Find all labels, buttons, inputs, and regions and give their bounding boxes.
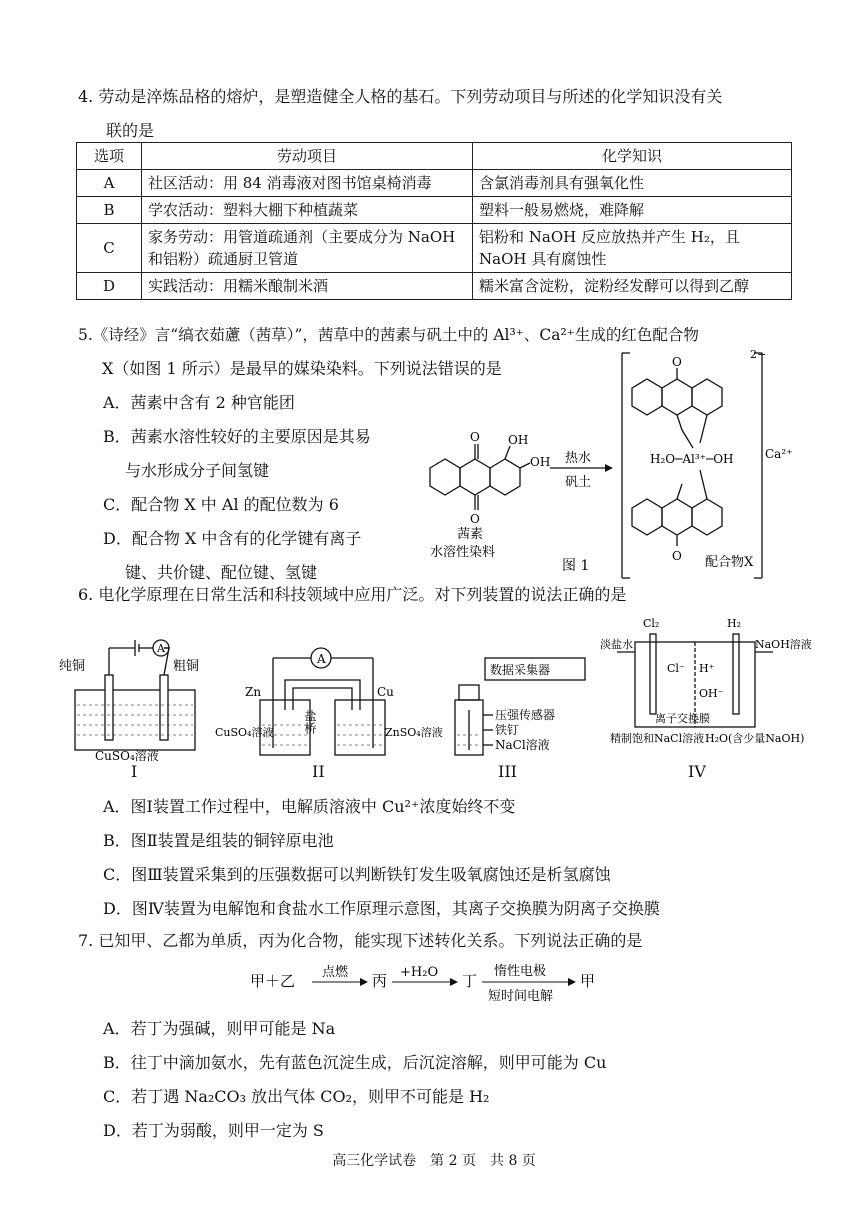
row-option: D — [77, 273, 142, 300]
alizarin-label-2: 水溶性染料 — [430, 545, 496, 560]
chain-arrow-3-top: 惰性电极 — [494, 964, 547, 979]
dilute-brine-label: 淡盐水 — [600, 638, 633, 651]
arrow-head — [605, 464, 613, 472]
figure-1-alizarin — [410, 348, 810, 588]
crude-copper-label: 粗铜 — [173, 659, 200, 674]
hydrogen-label: H₂ — [727, 617, 742, 630]
q6-option-d: D．图Ⅳ装置为电解饱和食盐水工作原理示意图，其离子交换膜为阴离子交换膜 — [103, 899, 660, 918]
alizarin-oh2: OH — [530, 455, 551, 469]
q5-option-a: A．茜素中含有 2 种官能团 — [103, 393, 295, 412]
q4-stem-line2: 联的是 — [106, 121, 155, 140]
row-option: C — [77, 224, 142, 273]
figure-iii-corrosion — [445, 650, 595, 765]
q5-option-d-line2: 键、共价键、配位键、氢键 — [125, 563, 318, 582]
q4-stem-line1: 4. 劳动是淬炼品格的熔炉，是塑造健全人格的基石。下列劳动项目与所述的化学知识没有关 — [78, 87, 723, 106]
complex-charge: 2− — [750, 348, 767, 361]
arrow-top-label: 热水 — [565, 451, 592, 466]
row-knowledge: 塑料一般易燃烧，难降解 — [473, 197, 792, 224]
row-item: 家务劳动：用管道疏通剂（主要成分为 NaOH 和铝粉）疏通厨卫管道 — [142, 224, 473, 273]
q7-conversion-chain — [250, 960, 630, 1006]
row-item: 学农活动：塑料大棚下种植蔬菜 — [142, 197, 473, 224]
page-footer: 高三化学试卷 第 2 页 共 8 页 — [332, 1153, 536, 1169]
row-option: A — [77, 170, 142, 197]
q6-option-a: A．图Ⅰ装置工作过程中，电解质溶液中 Cu²⁺浓度始终不变 — [103, 797, 516, 816]
figure-ii-numeral: II — [312, 762, 325, 781]
q7-option-a: A．若丁为强碱，则甲可能是 Na — [103, 1019, 336, 1038]
table-row — [77, 273, 792, 300]
table-row — [77, 197, 792, 224]
chain-arrowhead-2 — [450, 978, 458, 986]
nacl-solution-label: NaCl溶液 — [495, 738, 550, 752]
alizarin-structure — [430, 444, 530, 510]
q5-option-c: C．配合物 X 中 Al 的配位数为 6 — [103, 495, 339, 514]
arrow-bottom-label: 矾土 — [565, 475, 592, 490]
row-knowledge: 铝粉和 NaOH 反应放热并产生 H₂，且 NaOH 具有腐蚀性 — [473, 224, 792, 273]
complex-al-center: H₂O─Al³⁺─OH — [650, 452, 734, 466]
row-item: 社区活动：用 84 消毒液对图书馆桌椅消毒 — [142, 170, 473, 197]
chlorine-label: Cl₂ — [643, 617, 660, 630]
chain-arrowhead-3 — [568, 978, 576, 986]
data-collector-label: 数据采集器 — [490, 663, 551, 677]
row-knowledge: 含氯消毒剂具有强氧化性 — [473, 170, 792, 197]
naoh-out-label: NaOH溶液 — [755, 638, 812, 651]
chain-arrow-2-label: +H₂O — [400, 965, 439, 980]
complex-label: 配合物X — [705, 555, 754, 570]
cl-ion-label: Cl⁻ — [667, 662, 685, 675]
cuso4-left-label: CuSO₄溶液 — [215, 726, 274, 739]
row-item: 实践活动：用糯米酿制米酒 — [142, 273, 473, 300]
q7-option-d: D．若丁为弱酸，则甲一定为 S — [103, 1121, 324, 1140]
table-header-row — [77, 143, 792, 170]
salt-bridge-label: 盐桥 — [303, 710, 317, 734]
alizarin-label: 茜素 — [457, 527, 484, 542]
q6-stem: 6. 电化学原理在日常生活和科技领域中应用广泛。对下列装置的说法正确的是 — [78, 585, 627, 604]
figure-ii-galvanic-cell — [215, 640, 443, 765]
q7-option-c: C．若丁遇 Na₂CO₃ 放出气体 CO₂，则甲不可能是 H₂ — [103, 1087, 490, 1106]
row-option: B — [77, 197, 142, 224]
chain-arrow-1-label: 点燃 — [322, 965, 349, 980]
figure-iv-numeral: IV — [688, 762, 706, 781]
pressure-sensor-label: 压强传感器 — [495, 708, 556, 722]
alizarin-o-top: O — [470, 430, 480, 444]
chain-mid-1: 丙 — [372, 972, 388, 990]
brine-in-label: 精制饱和NaCl溶液 — [610, 732, 705, 745]
chain-arrow-3-bottom: 短时间电解 — [488, 989, 554, 1004]
figure-i-numeral: I — [131, 762, 138, 781]
alizarin-oh1: OH — [508, 433, 529, 447]
header-item: 劳动项目 — [142, 143, 473, 170]
header-knowledge: 化学知识 — [473, 143, 792, 170]
q5-stem-line1: 5.《诗经》言“缟衣茹藘（茜草）”，茜草中的茜素与矾土中的 Al³⁺、Ca²⁺生成的红色配合物 — [78, 326, 699, 344]
chain-end: 甲 — [580, 972, 596, 990]
q7-option-b: B．往丁中滴加氨水，先有蓝色沉淀生成，后沉淀溶解，则甲可能为 Cu — [103, 1053, 607, 1072]
table-row — [77, 224, 792, 273]
q6-option-b: B．图Ⅱ装置是组装的铜锌原电池 — [103, 831, 334, 850]
q7-stem: 7. 已知甲、乙都为单质，丙为化合物，能实现下述转化关系。下列说法正确的是 — [78, 931, 643, 950]
q4-table — [76, 142, 792, 300]
copper-electrode-label: Cu — [377, 685, 394, 699]
h-ion-label: H⁺ — [699, 662, 715, 675]
complex-o-top: O — [672, 355, 682, 369]
complex-ca-ion: Ca²⁺ — [765, 447, 793, 461]
figure-i-electrolysis — [59, 630, 215, 763]
oh-ion-label: OH⁻ — [699, 687, 724, 700]
ammeter-ii-label: A — [317, 652, 326, 666]
header-option: 选项 — [77, 143, 142, 170]
figure-iv-chlor-alkali — [600, 612, 812, 762]
zinc-electrode-label: Zn — [245, 685, 262, 699]
q4-stem — [78, 80, 798, 148]
table-row — [77, 170, 792, 197]
row-knowledge: 糯米富含淀粉，淀粉经发酵可以得到乙醇 — [473, 273, 792, 300]
membrane-label: 离子交换膜 — [655, 712, 710, 725]
q5-stem-line2: X（如图 1 所示）是最早的媒染染料。下列说法错误的是 — [102, 359, 502, 378]
complex-o-bottom: O — [672, 549, 682, 563]
chain-mid-2: 丁 — [462, 972, 478, 990]
cuso4-solution-label: CuSO₄溶液 — [95, 749, 159, 763]
water-in-label: H₂O(含少量NaOH) — [705, 732, 805, 745]
q5-option-b-line2: 与水形成分子间氢键 — [125, 461, 270, 480]
chain-start: 甲＋乙 — [250, 972, 296, 990]
alizarin-o-bottom: O — [470, 512, 480, 526]
znso4-right-label: ZnSO₄溶液 — [385, 726, 443, 739]
pure-copper-label: 纯铜 — [59, 659, 86, 674]
figure-1-caption: 图 1 — [562, 558, 590, 574]
q6-option-c: C．图Ⅲ装置采集到的压强数据可以判断铁钉发生吸氧腐蚀还是析氢腐蚀 — [103, 865, 611, 884]
chain-arrowhead-1 — [360, 978, 368, 986]
ammeter-i-label: A — [157, 642, 165, 655]
iron-nail-label: 铁钉 — [495, 723, 520, 737]
q5-option-d-line1: D．配合物 X 中含有的化学键有离子 — [103, 529, 362, 548]
figure-iii-numeral: III — [498, 762, 517, 781]
q5-option-b-line1: B．茜素水溶性较好的主要原因是其易 — [103, 427, 371, 446]
